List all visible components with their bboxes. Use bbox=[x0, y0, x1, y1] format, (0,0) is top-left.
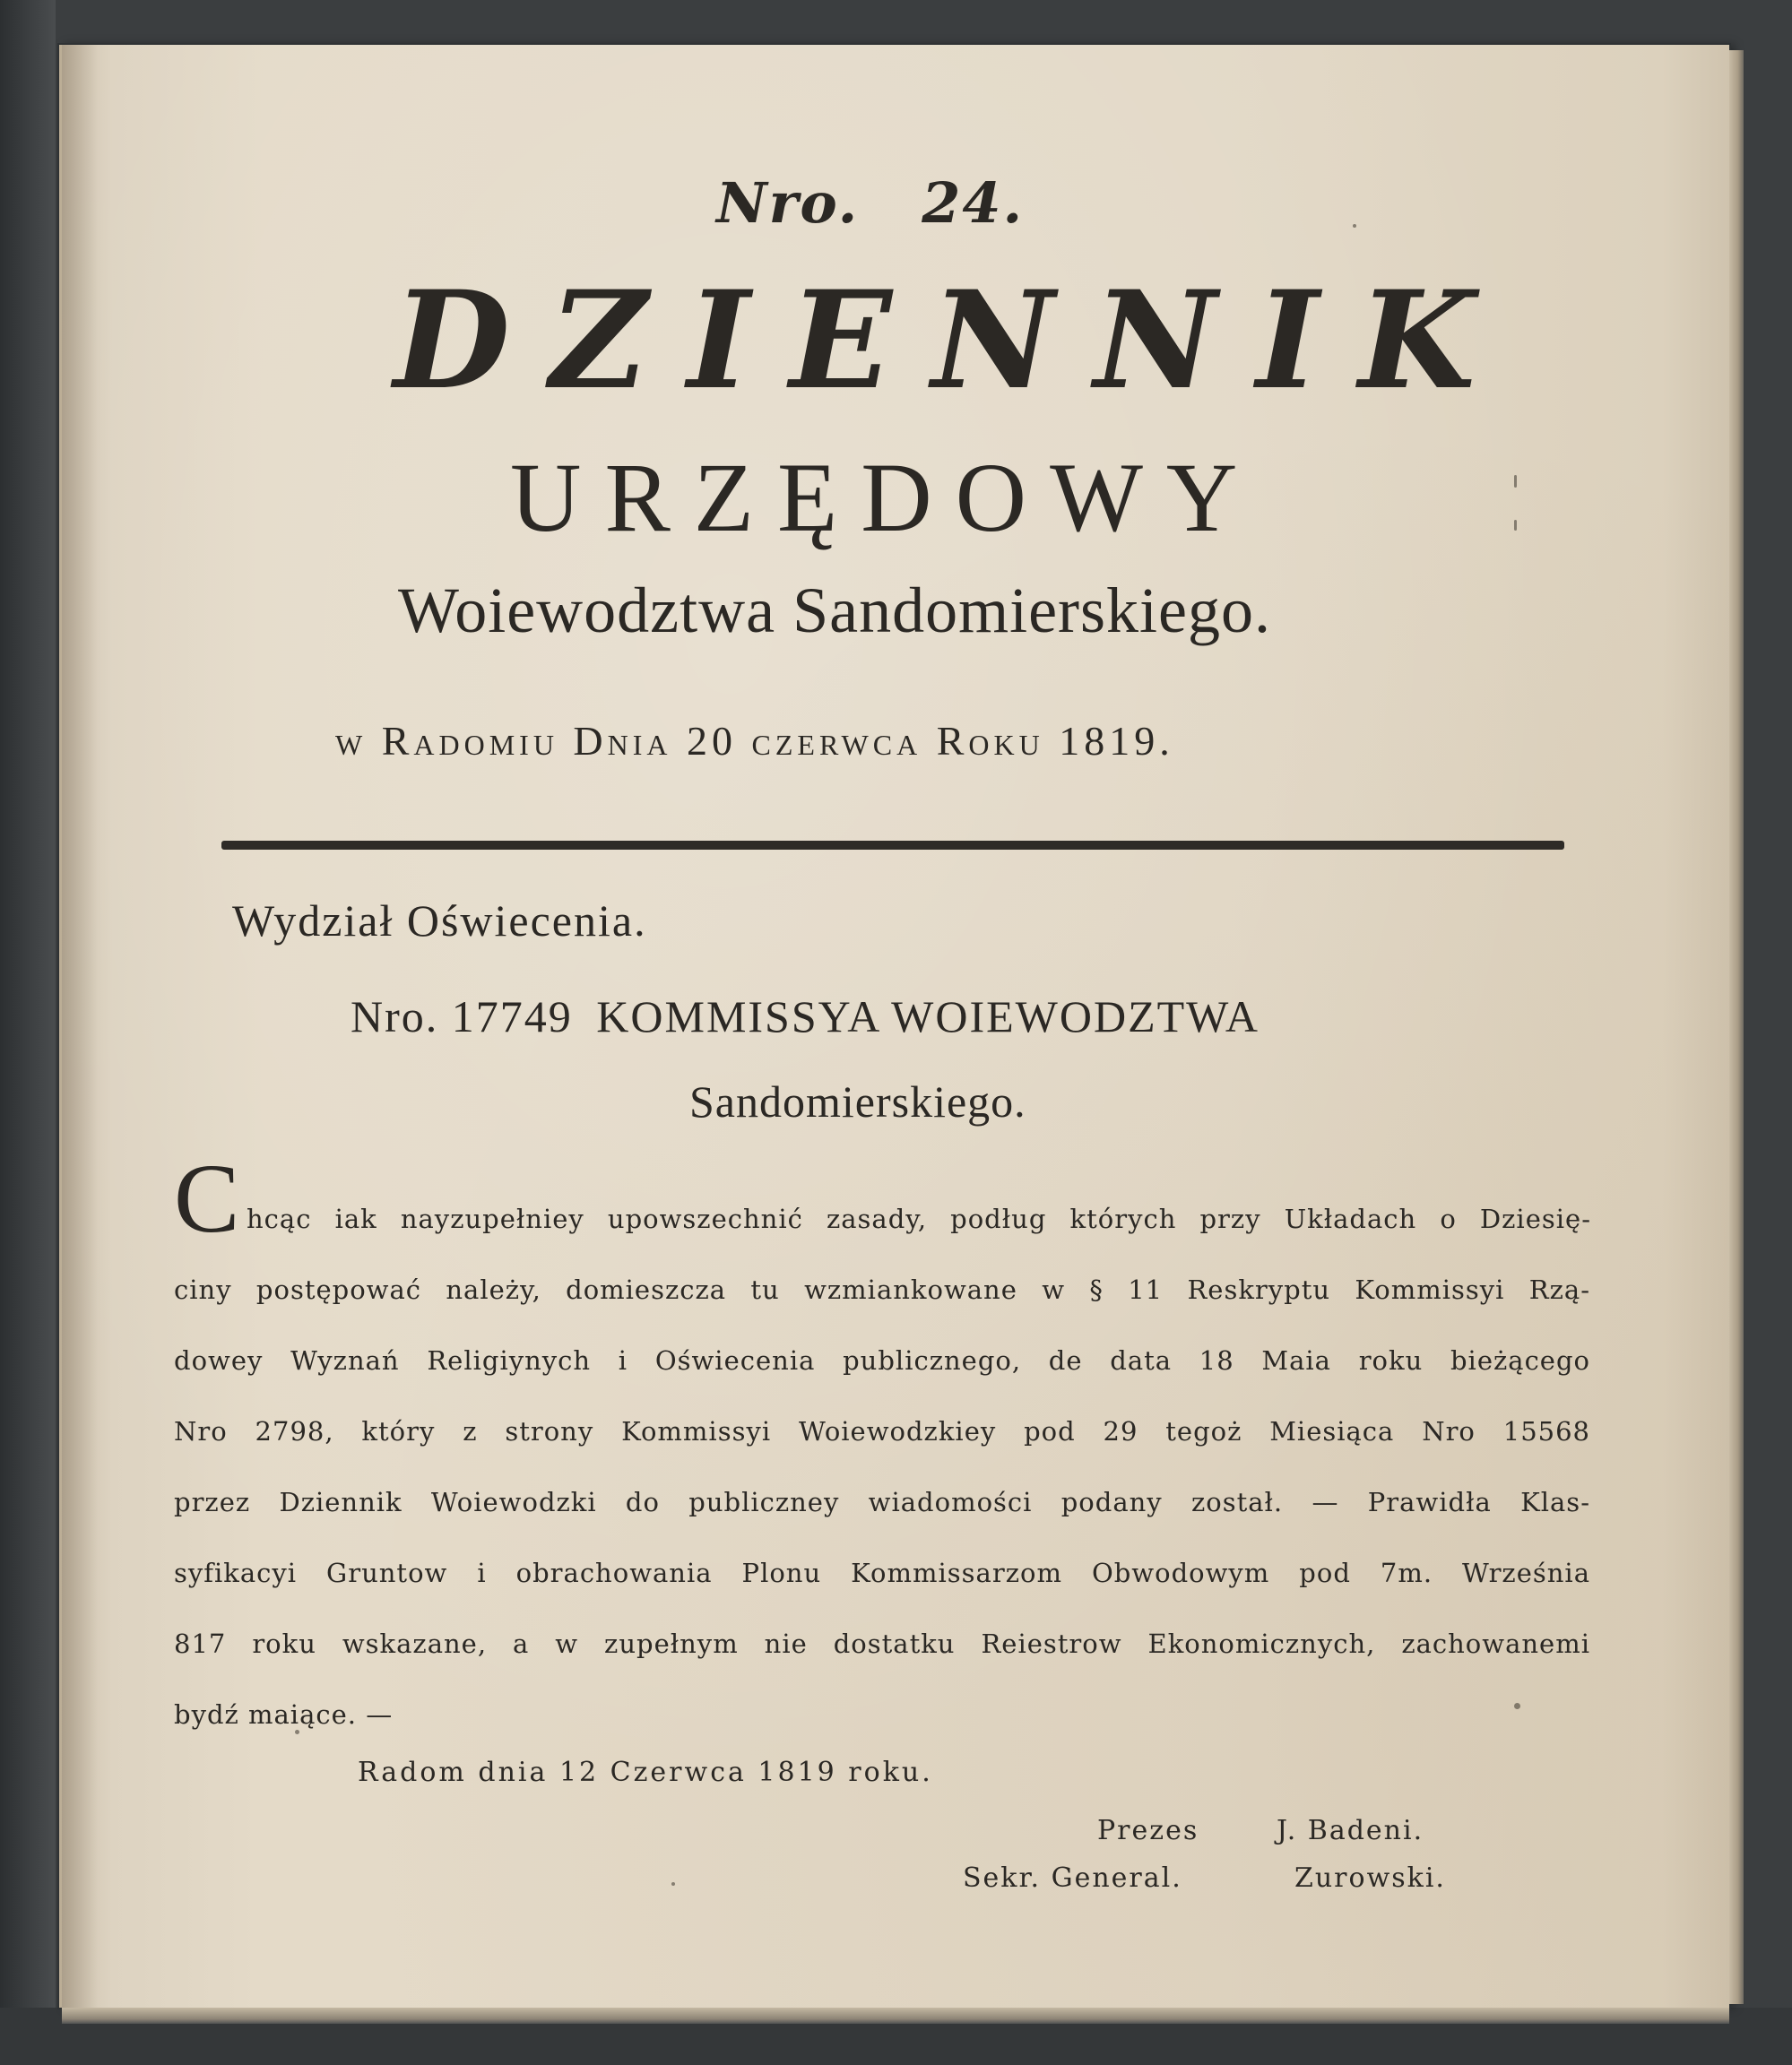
masthead-region: Woiewodztwa Sandomierskiego. bbox=[398, 575, 1271, 646]
body-line: syfikacyi Gruntow i obrachowania Plonu Kommissarzom Obwodowym pod 7m. Września bbox=[174, 1558, 1590, 1588]
signature-name-president: J. Badeni. bbox=[1277, 1815, 1424, 1846]
signature-role-president: Prezes bbox=[1097, 1815, 1199, 1846]
signature-role-secretary: Sekr. General. bbox=[963, 1862, 1182, 1894]
ordinance-authority: KOMMISSYA WOIEWODZTWA bbox=[596, 991, 1260, 1041]
body-line: dowey Wyznań Religiynych i Oświecenia publicznego, de data 18 Maia roku bieżącego bbox=[174, 1345, 1590, 1376]
signature-name-secretary: Zurowski. bbox=[1294, 1862, 1446, 1894]
ordinance-authority-region: Sandomierskiego. bbox=[689, 1076, 1026, 1127]
body-line: przez Dziennik Woiewodzki do publiczney wiadomości podany został. — Prawidła Klas- bbox=[174, 1487, 1590, 1517]
issue-label: Nro. bbox=[716, 170, 860, 236]
masthead-dateline: w Radomiu Dnia 20 czerwca Roku 1819. bbox=[335, 718, 1174, 764]
body-line: ciny postępować należy, domieszcza tu wzmiankowane w § 11 Reskryptu Kommissyi Rzą- bbox=[174, 1274, 1590, 1305]
document-page bbox=[59, 45, 1729, 2008]
body-line: bydź maiące. — bbox=[174, 1699, 394, 1730]
page-edge-bottom bbox=[62, 2008, 1729, 2024]
paper-speck bbox=[1514, 520, 1517, 531]
masthead-subtitle: URZĘDOWY bbox=[510, 443, 1261, 552]
scanner-backdrop-left bbox=[0, 0, 56, 2065]
paper-speck bbox=[671, 1882, 675, 1886]
paper-speck bbox=[1514, 475, 1517, 488]
body-line: Nro 2798, który z strony Kommissyi Woiewodzkiey pod 29 tegoż Miesiąca Nro 15568 bbox=[174, 1416, 1590, 1447]
page-edge-right bbox=[1729, 50, 1744, 2004]
paper-speck bbox=[1514, 1703, 1520, 1709]
section-department: Wydział Oświecenia. bbox=[232, 895, 647, 946]
ordinance-number: Nro. 17749 bbox=[351, 991, 573, 1041]
body-drop-cap: C bbox=[174, 1144, 240, 1253]
paper-speck bbox=[295, 1730, 299, 1734]
body-line: 817 roku wskazane, a w zupełnym nie dostatku Reiestrow Ekonomicznych, zachowanemi bbox=[174, 1629, 1590, 1659]
masthead-divider bbox=[221, 841, 1564, 850]
issue-value: 24. bbox=[922, 170, 1025, 236]
paper-speck bbox=[1353, 224, 1356, 228]
place-date: Radom dnia 12 Czerwca 1819 roku. bbox=[358, 1757, 933, 1788]
page-binding-shadow bbox=[62, 45, 98, 2008]
body-line: hcąc iak nayzupełniey upowszechnić zasady, podług których przy Układach o Dziesię- bbox=[247, 1204, 1591, 1234]
ordinance-heading bbox=[351, 990, 1260, 1042]
masthead-title: DZIENNIK bbox=[394, 262, 1515, 419]
issue-number bbox=[716, 170, 1024, 236]
